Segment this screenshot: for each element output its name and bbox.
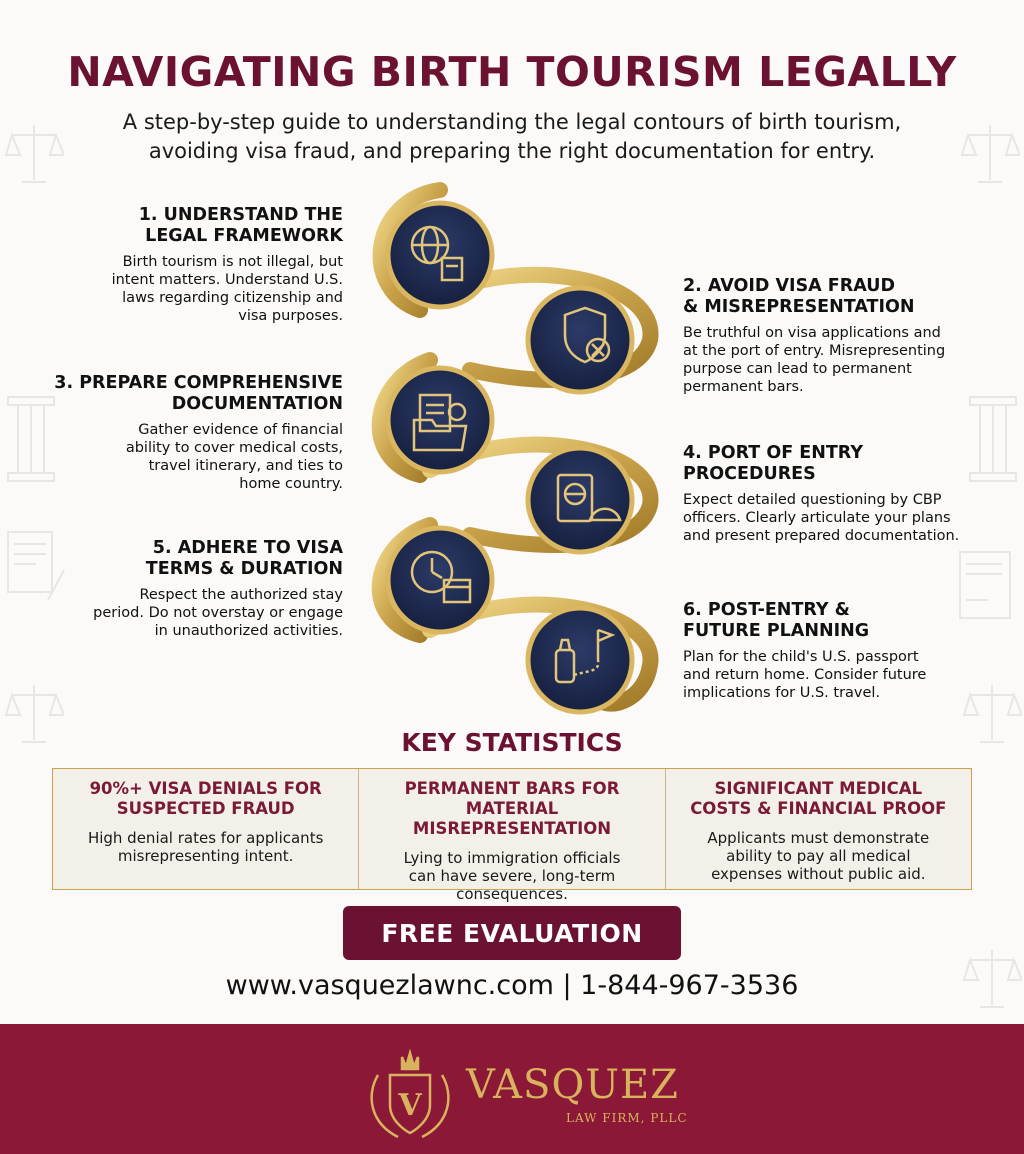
step-1 <box>60 205 343 325</box>
stat-title: SIGNIFICANT MEDICAL COSTS & FINANCIAL PROOF <box>690 779 947 818</box>
step-description: Expect detailed questioning by CBP officers. Clearly articulate your plans and present prepared documentation. <box>683 492 960 544</box>
free-evaluation-button[interactable]: FREE EVALUATION <box>343 906 681 960</box>
stat-item <box>53 769 358 889</box>
page-title: NAVIGATING BIRTH TOURISM LEGALLY <box>67 48 957 96</box>
subtitle-line: avoiding visa fraud, and preparing the right documentation for entry. <box>148 139 876 163</box>
logo-letter: V <box>398 1088 422 1123</box>
step-6 <box>683 600 1003 702</box>
step-4 <box>683 443 1003 545</box>
step-title: 6. POST-ENTRY & FUTURE PLANNING <box>683 600 870 641</box>
brand-name: VASQUEZ <box>466 1062 679 1108</box>
stat-title: PERMANENT BARS FOR MATERIAL MISREPRESENTATION <box>404 779 620 838</box>
step-title: 3. PREPARE COMPREHENSIVE DOCUMENTATION <box>54 373 343 414</box>
key-statistics-panel <box>52 768 972 903</box>
key-statistics-heading: KEY STATISTICS <box>401 728 623 757</box>
stat-description: Lying to immigration officials can have severe, long-term consequences. <box>403 849 621 903</box>
step-description: Plan for the child's U.S. passport and return home. Consider future implications for U.S. travel. <box>683 649 927 701</box>
step-title: 5. ADHERE TO VISA TERMS & DURATION <box>145 538 343 579</box>
step-title: 1. UNDERSTAND THE LEGAL FRAMEWORK <box>138 205 343 246</box>
brand-subtitle: LAW FIRM, PLLC <box>566 1111 688 1125</box>
stat-item <box>665 769 971 889</box>
law-firm-crest-logo <box>358 1045 462 1145</box>
step-description: Birth tourism is not illegal, but intent matters. Understand U.S. laws regarding citizenship and visa purposes. <box>111 254 343 324</box>
subtitle-line: A step-by-step guide to understanding the legal contours of birth tourism, <box>122 110 902 134</box>
step-title: 4. PORT OF ENTRY PROCEDURES <box>683 443 863 484</box>
stat-title: 90%+ VISA DENIALS FOR SUSPECTED FRAUD <box>89 779 322 818</box>
step-description: Respect the authorized stay period. Do not overstay or engage in unauthorized activities. <box>93 587 343 639</box>
stat-description: High denial rates for applicants misrepresenting intent. <box>87 829 324 865</box>
step-3 <box>20 373 343 493</box>
step-description: Gather evidence of financial ability to cover medical costs, travel itinerary, and ties to home country. <box>125 422 343 492</box>
contact-info[interactable]: www.vasquezlawnc.com | 1-844-967-3536 <box>225 970 799 1001</box>
step-description: Be truthful on visa applications and at the port of entry. Misrepresenting purpose can lead to permanent permanent bars. <box>683 325 946 395</box>
stat-description: Applicants must demonstrate ability to pay all medical expenses without public aid. <box>707 829 930 883</box>
step-title: 2. AVOID VISA FRAUD & MISREPRESENTATION <box>683 276 915 317</box>
step-2 <box>683 276 1003 396</box>
step-5 <box>40 538 343 640</box>
stat-item <box>358 769 664 903</box>
